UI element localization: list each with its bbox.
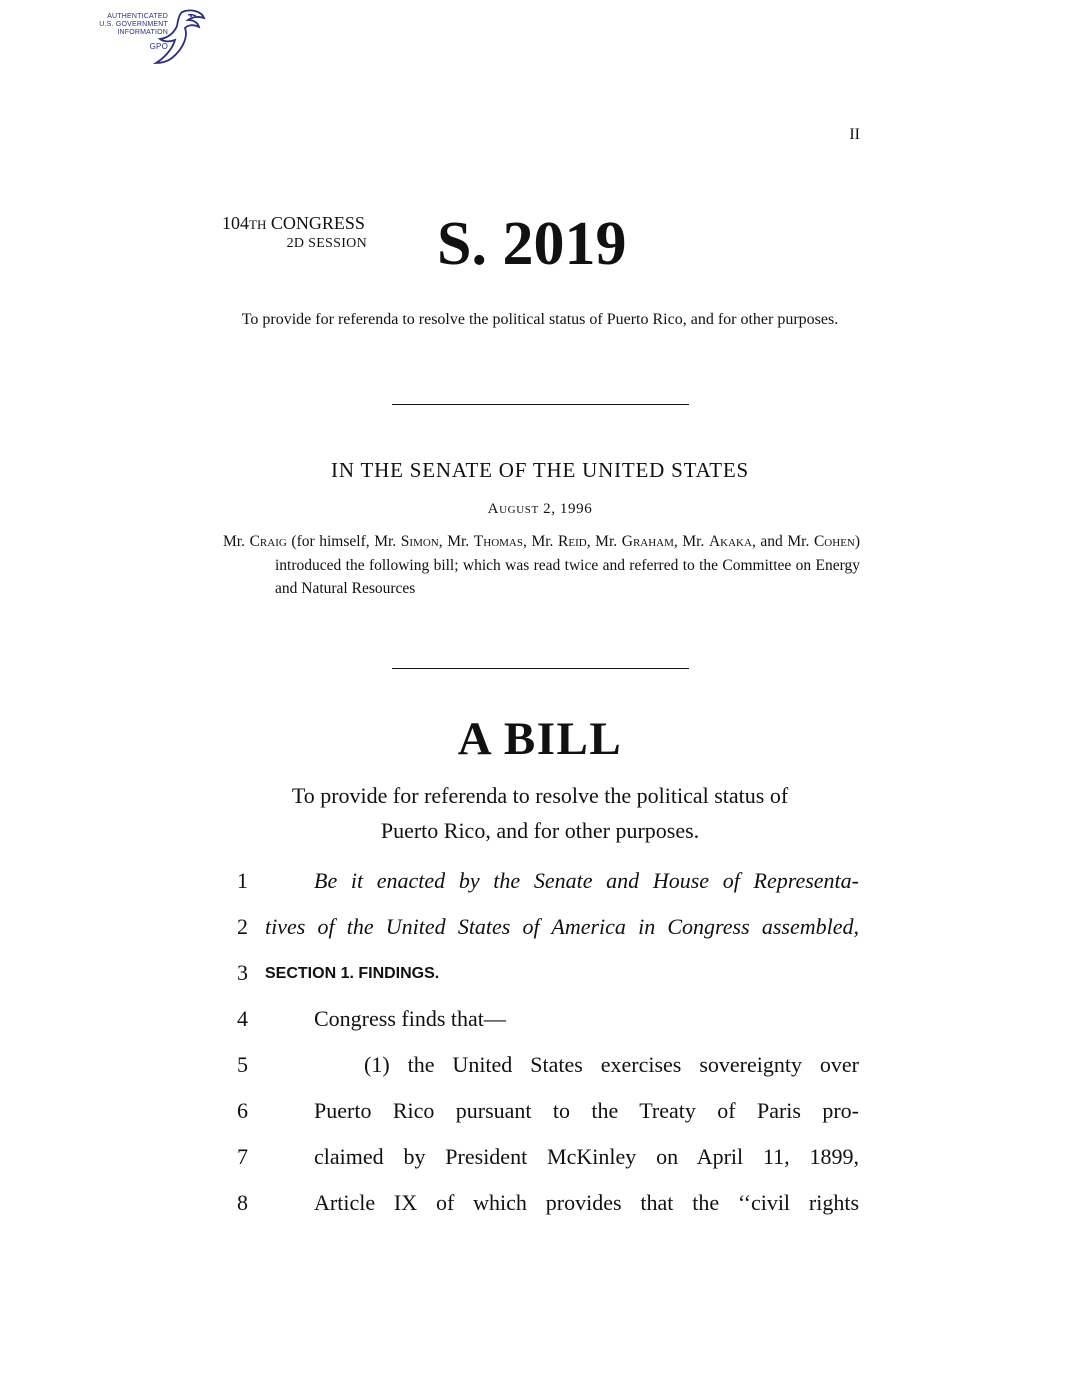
- congress-number: 104: [222, 213, 249, 233]
- introduction-date: August 2, 1996: [487, 501, 593, 517]
- line-number: 4: [237, 1006, 248, 1031]
- line-number: 2: [237, 914, 248, 939]
- sponsor-name: Craig: [249, 533, 287, 550]
- seal-text-line: INFORMATION: [117, 29, 168, 36]
- cosponsor-name: Thomas: [473, 533, 523, 550]
- cosponsor-name: Cohen: [813, 533, 855, 550]
- intro-text: ) introduced the following bill; which was read twice and referred to the Committee on Energy and Natural Resources: [275, 533, 861, 597]
- bill-text-line: tives of the United States of America in Congress assembled,: [265, 914, 859, 939]
- intro-text: , Mr.: [438, 533, 474, 550]
- bill-text-line: claimed by President McKinley on April 11, 1899,: [314, 1144, 859, 1169]
- intro-text: , Mr.: [522, 533, 559, 550]
- seal-text-line: GPO: [149, 42, 168, 51]
- long-purpose-line: To provide for referenda to resolve the political status of: [291, 783, 789, 808]
- senate-heading: IN THE SENATE OF THE UNITED STATES: [331, 458, 749, 482]
- bill-text-line: Article IX of which provides that the ‘‘civil rights: [314, 1190, 859, 1215]
- congress-word: CONGRESS: [270, 213, 365, 233]
- eagle-icon: [144, 6, 206, 66]
- gpo-authentication-seal: [86, 6, 206, 66]
- line-number: 6: [237, 1098, 248, 1123]
- intro-text: , Mr.: [673, 533, 709, 550]
- cosponsor-name: Reid: [558, 533, 587, 550]
- line-number: 3: [237, 960, 248, 985]
- page-mark: II: [849, 126, 860, 143]
- intro-text: , Mr.: [586, 533, 622, 550]
- short-purpose: To provide for referenda to resolve the political status of Puerto Rico, and for other purposes.: [241, 311, 839, 328]
- cosponsor-name: Simon: [400, 533, 439, 550]
- intro-text: (for himself, Mr.: [286, 533, 401, 550]
- line-number: 8: [237, 1190, 248, 1215]
- congress-suffix: TH: [249, 217, 267, 232]
- bill-text-line: Be it enacted by the Senate and House of Representa-: [314, 868, 859, 893]
- bill-text-line: (1) the United States exercises sovereignty over: [364, 1052, 859, 1077]
- bill-text-line: Puerto Rico pursuant to the Treaty of Paris pro-: [314, 1098, 859, 1123]
- bill-number: S. 2019: [437, 210, 627, 278]
- section-heading: SECTION 1. FINDINGS.: [265, 965, 440, 982]
- intro-text: Mr.: [223, 533, 250, 550]
- long-purpose-line: Puerto Rico, and for other purposes.: [380, 818, 700, 843]
- cosponsor-name: Graham: [621, 533, 674, 550]
- cosponsor-name: Akaka: [708, 533, 752, 550]
- introduction-statement: [223, 530, 860, 601]
- line-number: 7: [237, 1144, 248, 1169]
- seal-text-line: AUTHENTICATED: [107, 13, 168, 20]
- line-number: 1: [237, 868, 248, 893]
- long-purpose: [230, 778, 850, 848]
- session-label: 2D SESSION: [286, 236, 367, 251]
- divider: [392, 404, 689, 405]
- congress-label: [222, 213, 402, 235]
- line-number: 5: [237, 1052, 248, 1077]
- bill-title: A BILL: [457, 713, 623, 765]
- divider: [392, 668, 689, 669]
- seal-text-line: U.S. GOVERNMENT: [99, 21, 168, 28]
- bill-text-line: Congress finds that—: [314, 1006, 506, 1031]
- intro-text: , and Mr.: [751, 533, 814, 550]
